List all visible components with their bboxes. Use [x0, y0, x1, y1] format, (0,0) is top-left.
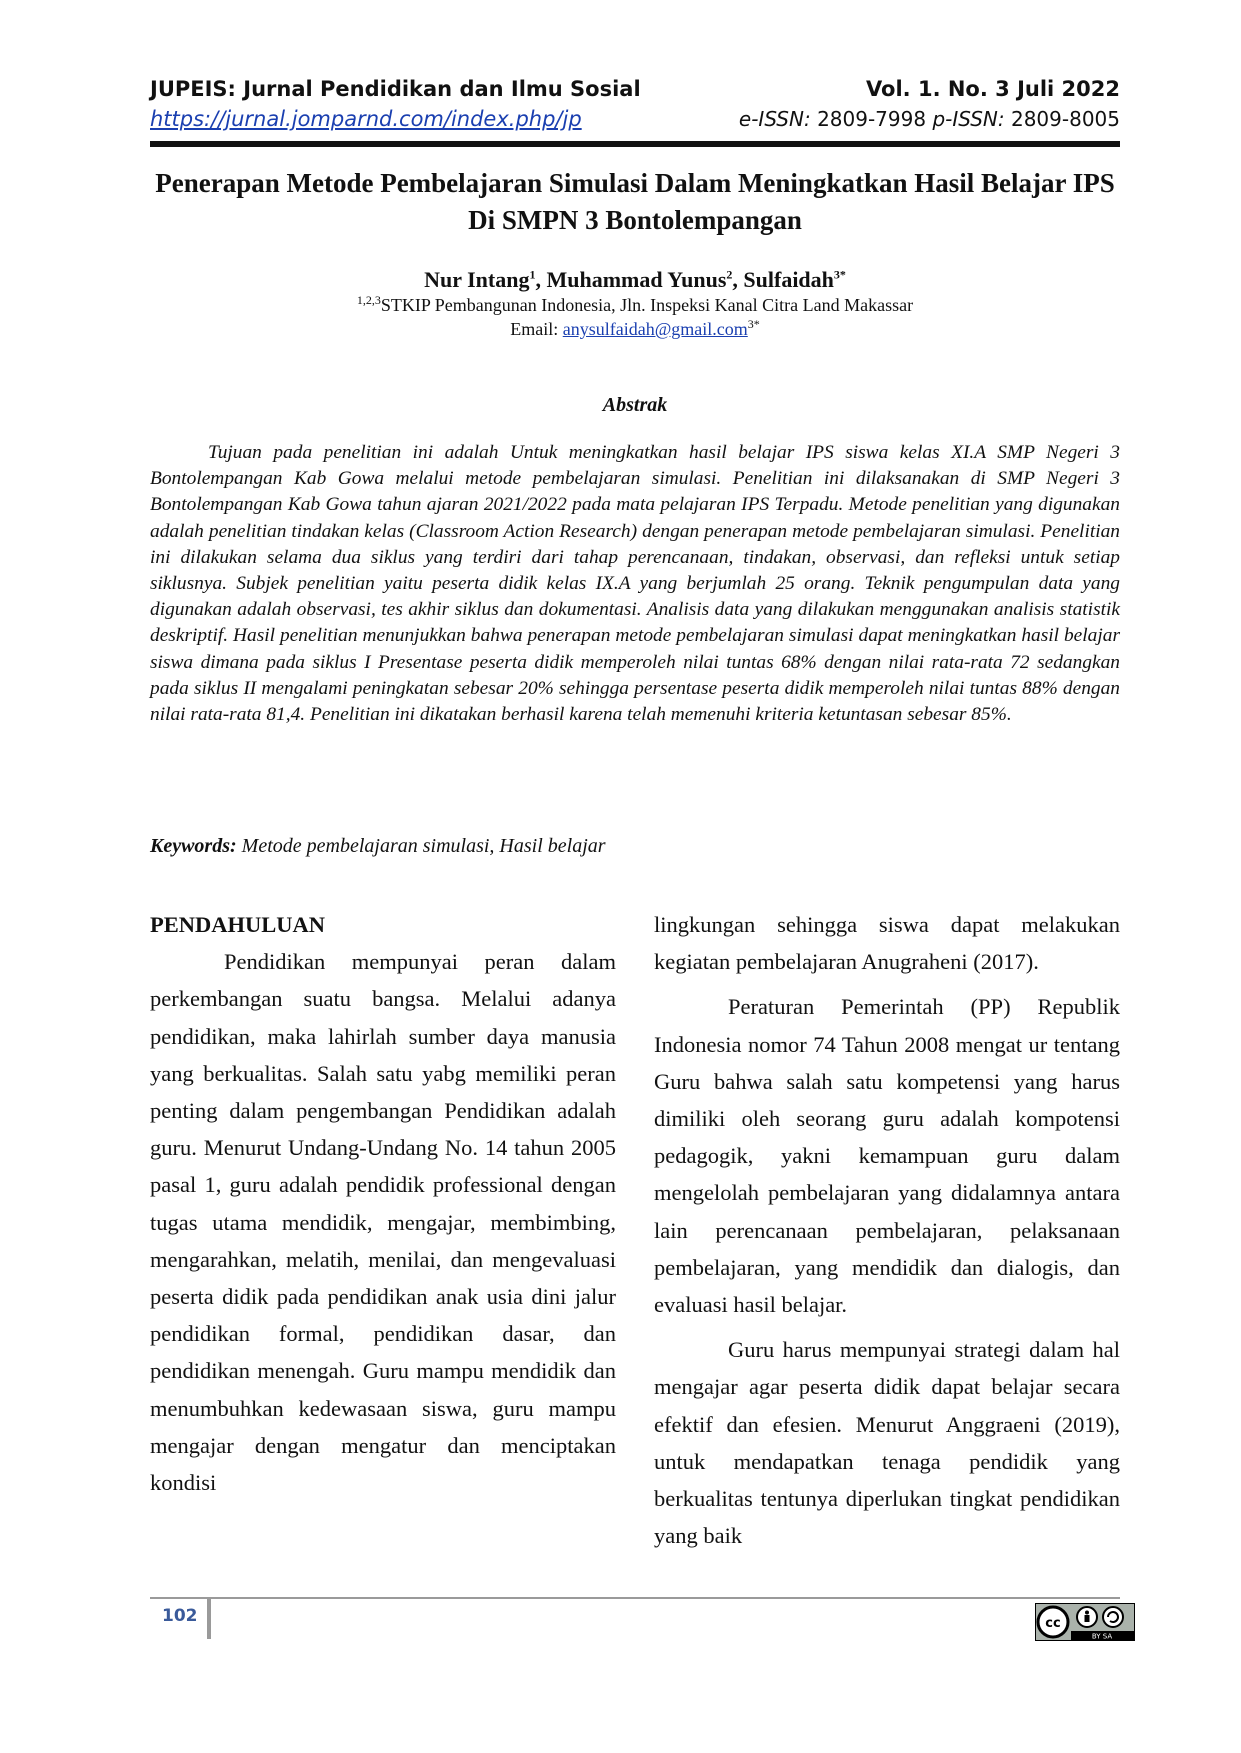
author-name: Nur Intang — [424, 267, 530, 292]
body-paragraph: Pendidikan mempunyai peran dalam perkembangan suatu bangsa. Melalui adanya pendidikan, maka lahirlah sumber daya manusia yang berkualitas. Salah satu yabg memiliki peran penting dalam pengembangan Pendidikan adalah guru. Menurut Undang-Undang No. 14 tahun 2005 pasal 1, guru adalah pendidik professional dengan tugas utama mendidik, mengajar, membimbing, mengarahkan, melatih, menilai, dan mengevaluasi peserta didik pada pendidikan anak usia dini jalur pendidikan formal, pendidikan dasar, dan pendidikan menengah. Guru mampu mendidik dan menumbuhkan kedewasaan siswa, guru mampu mengajar dengan mengatur dan menciptakan kondisi — [150, 949, 616, 1496]
eissn-label: e-ISSN: — [738, 107, 811, 131]
keywords — [150, 833, 1120, 859]
header-right — [739, 74, 1120, 134]
email-label: Email: — [510, 319, 563, 339]
svg-text:cc: cc — [1045, 1616, 1061, 1631]
author-sep: , — [732, 267, 744, 292]
author-sup: 3* — [833, 267, 846, 282]
volume-info: Vol. 1. No. 3 Juli 2022 — [865, 77, 1120, 101]
affiliation-text: STKIP Pembangunan Indonesia, Jln. Inspeksi Kanal Citra Land Makassar — [380, 295, 914, 315]
author-sup: 1 — [529, 267, 536, 282]
author-sup: 2 — [726, 267, 733, 282]
email-sup: 3* — [747, 317, 760, 331]
header-left — [150, 74, 641, 134]
author-sep: , — [535, 267, 547, 292]
affiliation-sup: 1,2,3 — [356, 293, 381, 307]
body-column-left — [150, 906, 616, 1501]
abstract-text: Tujuan pada penelitian ini adalah Untuk meningkatkan hasil belajar IPS siswa kelas XI.A SMP Negeri 3 Bontolempangan Kab Gowa melalui metode pembelajaran simulasi. Penelitian ini dilaksanakan di SMP Negeri 3 Bontolempangan Kab Gowa tahun ajaran 2021/2022 pada mata pelajaran IPS Terpadu. Metode penelitian yang digunakan adalah penelitian tindakan kelas (Classroom Action Research) dengan penerapan metode pembelajaran simulasi. Penelitian ini dilakukan selama dua siklus yang terdiri dari tahap perencanaan, tindakan, observasi, dan refleksi untuk setiap siklusnya. Subjek penelitian yaitu peserta didik kelas IX.A yang berjumlah 25 orang. Teknik pengumpulan data yang digunakan adalah observasi, tes akhir siklus dan dokumentasi. Analisis data yang dilakukan menggunakan analisis statistik deskriptif. Hasil penelitian menunjukkan bahwa penerapan metode pembelajaran simulasi dapat meningkatkan hasil belajar siswa dimana pada siklus I Presentase peserta didik memperoleh nilai tuntas 68% dengan nilai rata-rata 72 sedangkan pada siklus II mengalami peningkatan sebesar 20% sehingga persentase peserta didik memperoleh nilai tuntas 88% dengan nilai rata-rata 81,4. Penelitian ini dikatakan berhasil karena telah memenuhi kriteria ketuntasan sebesar 85%. — [150, 442, 1120, 726]
body-column-right — [654, 906, 1120, 1554]
body-paragraph: lingkungan sehingga siswa dapat melakukan kegiatan pembelajaran Anugraheni (2017). — [654, 912, 1120, 975]
running-header — [150, 74, 1120, 144]
issn-info — [739, 104, 1120, 134]
keywords-label: Keywords: — [150, 835, 237, 857]
body-paragraph: Guru harus mempunyai strategi dalam hal mengajar agar peserta didik dapat belajar secara efektif dan efesien. Menurut Anggraeni (2019), untuk mendapatkan tenaga pendidik yang berkualitas tentunya diperlukan tingkat pendidikan yang baik — [654, 1337, 1120, 1549]
abstract-heading: Abstrak — [602, 394, 668, 416]
license-text: BY SA — [1091, 1632, 1113, 1641]
author-name: Muhammad Yunus — [546, 267, 727, 292]
cc-by-sa-icon[interactable] — [1035, 1603, 1135, 1641]
affiliation — [150, 293, 1120, 317]
paper-title: Penerapan Metode Pembelajaran Simulasi Dalam Meningkatkan Hasil Belajar IPS Di SMPN 3 Bontolempangan — [155, 168, 1115, 235]
section-heading: PENDAHULUAN — [150, 912, 326, 937]
header-divider — [150, 141, 1120, 147]
author-list — [150, 265, 1120, 295]
email-line — [150, 317, 1120, 341]
journal-name: JUPEIS: Jurnal Pendidikan dan Ilmu Sosial — [150, 77, 641, 101]
pissn-value: 2809-8005 — [1010, 107, 1120, 131]
keywords-text: Metode pembelajaran simulasi, Hasil belajar — [236, 835, 606, 857]
eissn-value: 2809-7998 — [817, 107, 927, 131]
page-number-bar — [207, 1599, 211, 1639]
email-link[interactable]: anysulfaidah@gmail.com — [562, 319, 748, 339]
body-paragraph: Peraturan Pemerintah (PP) Republik Indonesia nomor 74 Tahun 2008 mengat ur tentang Guru bahwa salah satu kompetensi yang harus dimiliki oleh seorang guru adalah kompotensi pedagogik, yakni kemampuan guru dalam mengelolah pembelajaran yang didalamnya antara lain perencanaan pembelajaran, pelaksanaan pembelajaran, yang mendidik dan dialogis, dan evaluasi hasil belajar. — [654, 994, 1120, 1318]
author-name: Sulfaidah — [743, 267, 834, 292]
footer-divider — [150, 1597, 1120, 1599]
page-number: 102 — [162, 1606, 198, 1626]
pissn-label: p-ISSN: — [932, 107, 1005, 131]
journal-url-link[interactable]: https://jurnal.jomparnd.com/index.php/jp — [150, 107, 582, 131]
